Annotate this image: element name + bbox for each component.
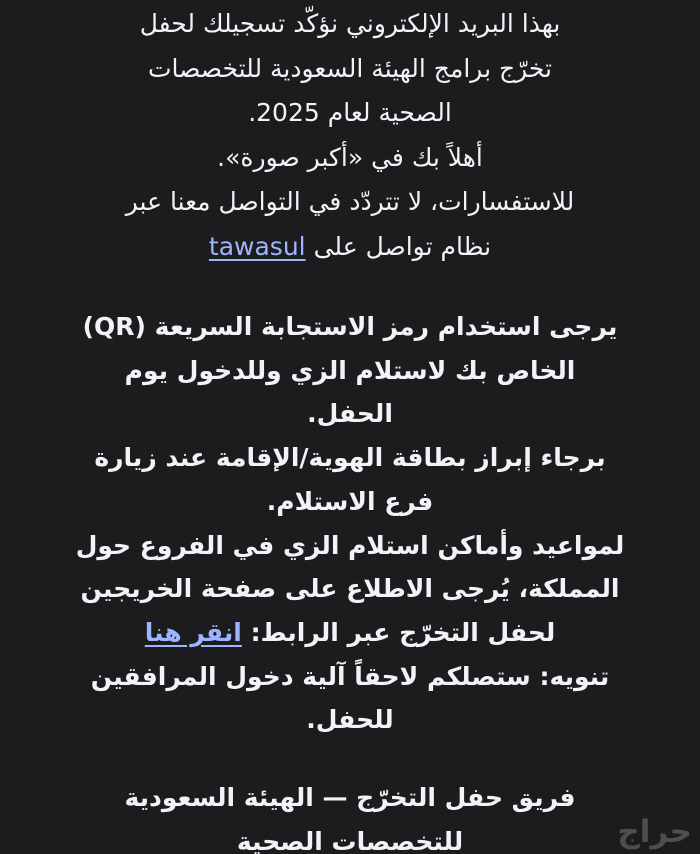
haraj-watermark: حراج: [617, 814, 692, 850]
registration-confirmation: [60, 0, 640, 269]
graduates-page-text: لحفل التخرّج عبر الرابط:: [241, 617, 556, 647]
attendance-instructions: [60, 305, 640, 742]
contact-line-2: [60, 225, 640, 270]
signature-line-1: فريق حفل التخرّج — الهيئة السعودية: [124, 783, 576, 813]
confirmation-line-3: الصحية لعام 2025.: [248, 98, 452, 127]
id-instruction-line-1: برجاء إبراز بطاقة الهوية/الإقامة عند زيارة: [94, 443, 606, 473]
pickup-info-line-2: المملكة، يُرجى الاطلاع على صفحة الخريجين: [80, 574, 620, 604]
contact-line-text: نظام تواصل على: [305, 231, 492, 261]
pickup-info-line-1: لمواعيد وأماكن استلام الزي في الفروع حول: [75, 530, 625, 560]
id-instruction-line-2: فرع الاستلام.: [266, 486, 434, 516]
email-body: [60, 0, 640, 854]
click-here-link[interactable]: انقر هنا: [144, 617, 242, 647]
confirmation-line-1: بهذا البريد الإلكتروني نؤكّد تسجيلك لحفل: [139, 9, 561, 38]
qr-instruction-line-2: الخاص بك لاستلام الزي وللدخول يوم: [124, 355, 576, 385]
graduates-page-line: [60, 611, 640, 655]
tawasul-link[interactable]: tawasul: [208, 231, 306, 261]
contact-line-1: للاستفسارات، لا تتردّد في التواصل معنا عبر: [125, 187, 575, 216]
signature-line-2: للتخصصات الصحية: [236, 826, 464, 854]
qr-instruction-line-3: الحفل.: [307, 399, 393, 429]
qr-instruction-line-1: يرجى استخدام رمز الاستجابة السريعة (QR): [82, 312, 618, 341]
companions-notice-line-2: للحفل.: [306, 705, 394, 735]
companions-notice-line-1: تنويه: ستصلكم لاحقاً آلية دخول المرافقين: [90, 661, 610, 691]
confirmation-line-2: تخرّج برامج الهيئة السعودية للتخصصات: [147, 53, 553, 83]
welcome-line: أهلاً بك في «أكبر صورة».: [217, 142, 483, 172]
email-signature: [60, 776, 640, 854]
